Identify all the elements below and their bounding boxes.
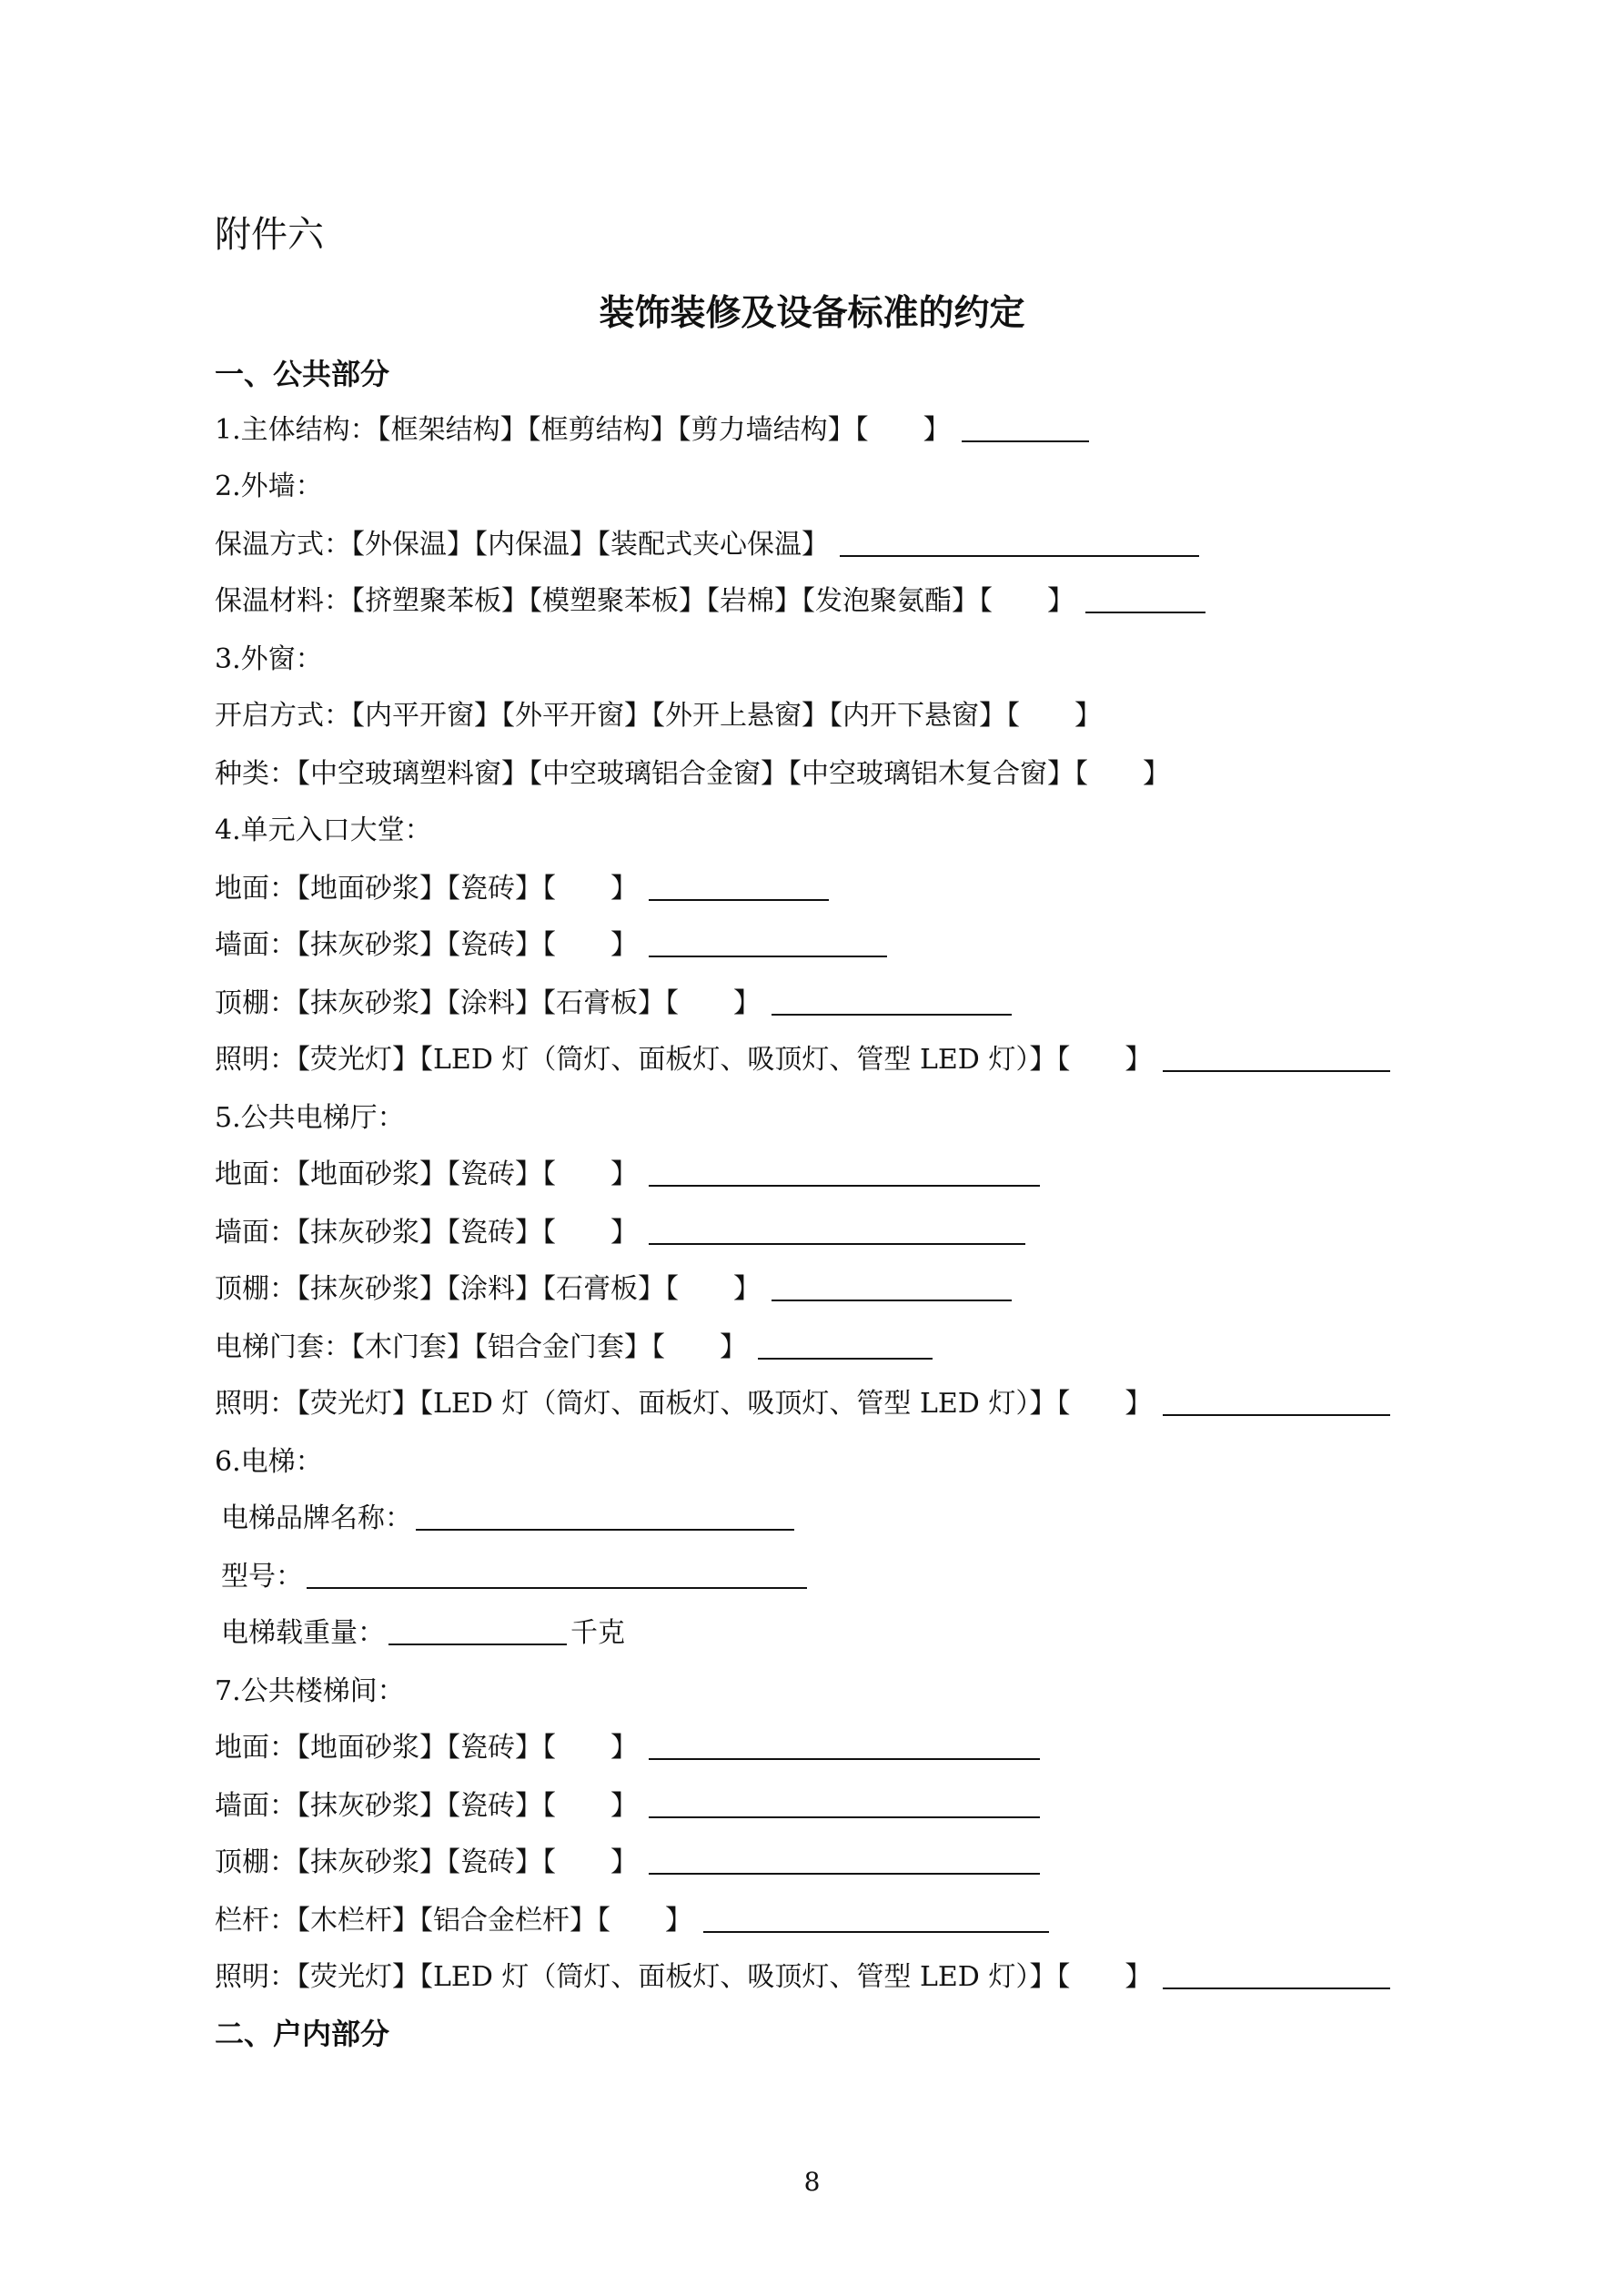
fill-blank <box>649 898 829 901</box>
fill-blank <box>649 1757 1040 1760</box>
hall-ceiling-line <box>215 1267 1012 1312</box>
stair-lighting-text: 照明：【荧光灯】【LED 灯（筒灯、面板灯、吸顶灯、管型 LED 灯）】【 】 <box>215 1961 1153 1993</box>
elevator-model-line <box>221 1554 807 1600</box>
hall-lighting-line <box>215 1381 1390 1427</box>
fill-blank <box>1085 611 1205 613</box>
lobby-floor-text: 地面：【地面砂浆】【瓷砖】【 】 <box>215 873 638 905</box>
lobby-wall-line <box>215 923 887 968</box>
fill-blank <box>649 1184 1040 1187</box>
stair-ceiling-text: 顶棚：【抹灰砂浆】【瓷砖】【 】 <box>215 1846 638 1878</box>
hall-ceiling-text: 顶棚：【抹灰砂浆】【涂料】【石膏板】【 】 <box>215 1273 761 1305</box>
section-heading-indoor: 二、户内部分 <box>215 2017 390 2051</box>
window-type-text: 种类：【中空玻璃塑料窗】【中空玻璃铝合金窗】【中空玻璃铝木复合窗】【 】 <box>215 758 1170 790</box>
hall-floor-line <box>215 1152 1040 1198</box>
fill-blank <box>1163 1987 1390 1989</box>
lobby-floor-line <box>215 866 829 912</box>
fill-blank <box>703 1930 1049 1933</box>
elevator-load-line <box>221 1611 625 1656</box>
fill-blank <box>416 1528 794 1531</box>
fill-blank <box>1163 1413 1390 1416</box>
elevator-hall-heading <box>215 1096 405 1141</box>
insulation-material-text: 保温材料：【挤塑聚苯板】【模塑聚苯板】【岩棉】【发泡聚氨酯】【 】 <box>215 585 1074 617</box>
opening-method-text: 开启方式：【内平开窗】【外平开窗】【外开上悬窗】【内开下悬窗】【 】 <box>215 700 1102 732</box>
insulation-material-line <box>215 579 1205 624</box>
stair-ceiling-line <box>215 1840 1040 1886</box>
stairwell-heading <box>215 1669 405 1714</box>
stair-wall-line <box>215 1784 1040 1829</box>
elevator-brand-text: 电梯品牌名称： <box>221 1502 412 1534</box>
exterior-window-heading <box>215 637 323 683</box>
lobby-ceiling-line <box>215 981 1012 1027</box>
fill-blank <box>307 1586 807 1589</box>
elevator-brand-line <box>221 1496 794 1542</box>
fill-blank <box>649 1872 1040 1875</box>
lobby-lighting-line <box>215 1037 1390 1083</box>
document-title: 装饰装修及设备标准的约定 <box>599 293 1025 334</box>
elevator-heading <box>215 1440 323 1485</box>
lobby-lighting-text: 照明：【荧光灯】【LED 灯（筒灯、面板灯、吸顶灯、管型 LED 灯）】【 】 <box>215 1044 1153 1076</box>
fill-blank <box>758 1357 933 1360</box>
hall-door-frame-line <box>215 1325 933 1371</box>
exterior-wall-heading <box>215 464 323 510</box>
stair-wall-text: 墙面：【抹灰砂浆】【瓷砖】【 】 <box>215 1790 638 1822</box>
attachment-label: 附件六 <box>215 214 324 256</box>
fill-blank <box>772 1013 1012 1016</box>
insulation-method-text: 保温方式：【外保温】【内保温】【装配式夹心保温】 <box>215 529 829 561</box>
insulation-method-line <box>215 522 1199 568</box>
fill-blank <box>1163 1069 1390 1072</box>
elevator-load-text: 电梯载重量： <box>221 1617 385 1649</box>
page-number: 8 <box>803 2167 821 2197</box>
main-structure-text: 1.主体结构：【框架结构】【框剪结构】【剪力墙结构】【 】 <box>215 414 951 446</box>
lobby-wall-text: 墙面：【抹灰砂浆】【瓷砖】【 】 <box>215 929 638 961</box>
elevator-hall-text: 5.公共电梯厅： <box>215 1102 405 1134</box>
hall-floor-text: 地面：【地面砂浆】【瓷砖】【 】 <box>215 1158 638 1190</box>
lobby-ceiling-text: 顶棚：【抹灰砂浆】【涂料】【石膏板】【 】 <box>215 987 761 1019</box>
stair-floor-text: 地面：【地面砂浆】【瓷砖】【 】 <box>215 1732 638 1764</box>
fill-blank <box>962 440 1089 442</box>
fill-blank <box>772 1299 1012 1301</box>
elevator-load-unit: 千克 <box>570 1617 625 1649</box>
stair-railing-line <box>215 1898 1049 1944</box>
window-type-line <box>215 752 1170 797</box>
fill-blank <box>649 1816 1040 1818</box>
fill-blank <box>649 955 887 957</box>
main-structure-line <box>215 408 1089 453</box>
hall-door-frame-text: 电梯门套：【木门套】【铝合金门套】【 】 <box>215 1331 747 1363</box>
stair-floor-line <box>215 1725 1040 1771</box>
stair-lighting-line <box>215 1955 1390 2000</box>
fill-blank <box>388 1643 567 1645</box>
lobby-heading <box>215 808 432 854</box>
stairwell-text: 7.公共楼梯间： <box>215 1675 405 1707</box>
elevator-text: 6.电梯： <box>215 1446 323 1478</box>
hall-wall-text: 墙面：【抹灰砂浆】【瓷砖】【 】 <box>215 1217 638 1249</box>
hall-lighting-text: 照明：【荧光灯】【LED 灯（筒灯、面板灯、吸顶灯、管型 LED 灯）】【 】 <box>215 1388 1153 1420</box>
opening-method-line <box>215 693 1102 739</box>
stair-railing-text: 栏杆：【木栏杆】【铝合金栏杆】【 】 <box>215 1905 692 1937</box>
hall-wall-line <box>215 1210 1025 1256</box>
elevator-model-text: 型号： <box>221 1561 303 1593</box>
exterior-wall-text: 2.外墙： <box>215 470 323 502</box>
fill-blank <box>649 1242 1025 1245</box>
exterior-window-text: 3.外窗： <box>215 643 323 675</box>
lobby-text: 4.单元入口大堂： <box>215 814 432 846</box>
section-heading-public: 一、公共部分 <box>215 357 390 391</box>
fill-blank <box>840 554 1199 557</box>
